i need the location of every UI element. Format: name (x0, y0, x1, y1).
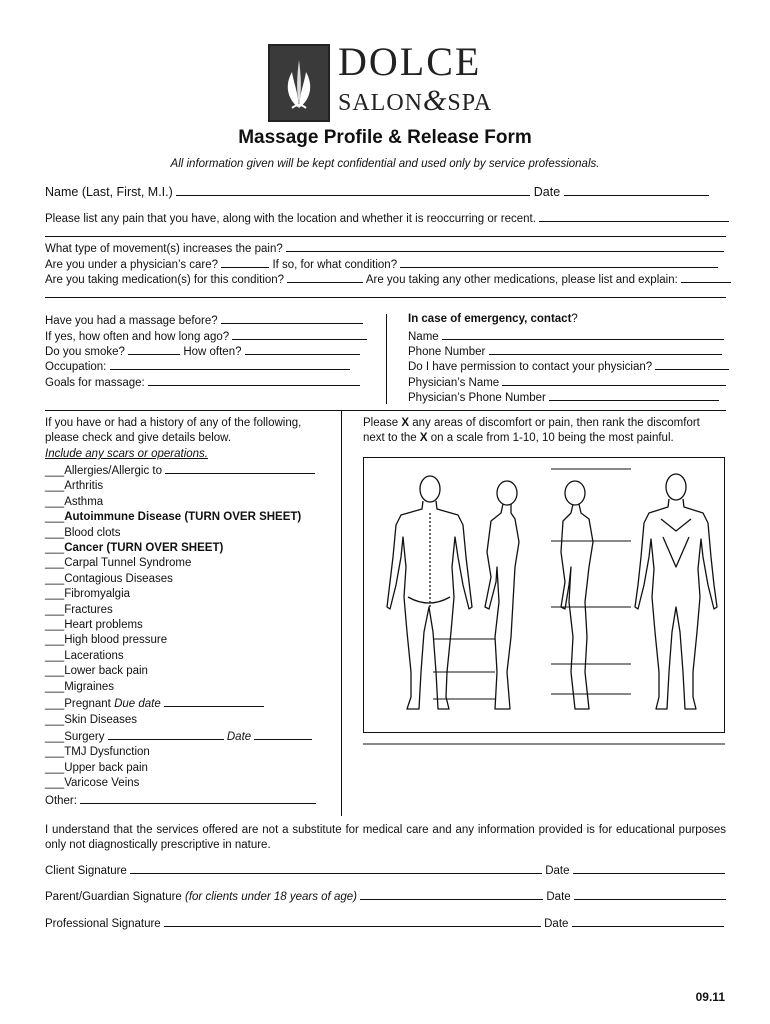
page-subtitle: All information given will be kept confidential and used only by service professionals. (170, 158, 600, 170)
disclaimer-line-1: I understand that the services offered are not a substitute for medical care and any information provided is for educational purposes (45, 824, 726, 836)
figure-side-left (485, 481, 519, 709)
body-diagram[interactable] (363, 457, 725, 745)
occupation-row (45, 358, 350, 374)
physician-question: Are you under a physician’s care? (45, 259, 219, 271)
other-row: Other: (45, 792, 316, 809)
condition-item[interactable]: ___High blood pressure (45, 634, 168, 647)
physician-field[interactable] (221, 256, 269, 268)
physician-name-row: Physician’s Name (408, 374, 726, 390)
condition-item[interactable]: ___Surgery Date (45, 728, 316, 745)
occupation-field[interactable] (110, 358, 350, 370)
history-intro-2: please check and give details below. (45, 432, 232, 444)
figure-back (387, 476, 472, 709)
section-separator (45, 410, 726, 411)
emergency-name-field[interactable] (442, 328, 724, 340)
medication-row (45, 271, 731, 287)
goals-label: Goals for massage: (45, 377, 145, 389)
pain-question: Please list any pain that you have, along with the location and whether it is reoccurring or recent. (45, 213, 536, 225)
figure-front (635, 474, 717, 709)
name-field[interactable] (176, 184, 530, 196)
condition-item[interactable]: ___Carpal Tunnel Syndrome (45, 557, 192, 570)
figure-side-right (561, 481, 593, 709)
massage-before-field[interactable] (221, 312, 363, 324)
surgery-field[interactable] (108, 728, 224, 740)
logo-salon-spa: SALON&SPA (338, 84, 493, 117)
smoke-often-label: How often? (183, 346, 242, 358)
logo-mark (268, 44, 330, 122)
condition-item[interactable]: ___Fractures (45, 603, 113, 616)
date-field[interactable] (564, 184, 709, 196)
conditions-list (45, 462, 316, 809)
physician-phone-field[interactable] (549, 389, 719, 401)
physician-name-field[interactable] (502, 374, 726, 386)
emergency-heading: In case of emergency, contact? (408, 313, 578, 325)
movement-field[interactable] (286, 240, 724, 252)
condition-item[interactable]: ___Allergies/Allergic to (45, 462, 316, 479)
professional-signature-field[interactable] (164, 915, 541, 927)
emergency-phone-field[interactable] (489, 343, 722, 355)
parent-signature-row: Parent/Guardian Signature (for clients under 18 years of age) Date (45, 888, 726, 904)
goals-field[interactable] (148, 374, 360, 386)
date-label: Date (533, 185, 561, 199)
physician-phone-row: Physician’s Phone Number (408, 389, 719, 405)
form-version-code: 09.11 (695, 990, 725, 1004)
smoke-row (45, 343, 360, 359)
condition-field[interactable] (400, 256, 718, 268)
name-label: Name (Last, First, M.I.) (45, 185, 173, 199)
condition-item[interactable]: ___Heart problems (45, 619, 143, 632)
emergency-name-row: Name (408, 328, 724, 344)
parent-date-field[interactable] (574, 888, 726, 900)
pain-field-line-2[interactable] (45, 236, 726, 237)
client-date-field[interactable] (573, 862, 725, 874)
logo-brand: DOLCE (338, 39, 482, 84)
section-divider-lower (341, 410, 342, 816)
physician-row (45, 256, 718, 272)
condition-item[interactable]: ___Cancer (TURN OVER SHEET) (45, 542, 224, 555)
professional-date-field[interactable] (572, 915, 724, 927)
occupation-label: Occupation: (45, 361, 107, 373)
pain-instructions: Please X any areas of discomfort or pain, then rank the discomfort next to the X on a scale from 1-10, 10 being the most painful. (363, 417, 700, 444)
section-divider-upper (386, 314, 387, 404)
condition-item[interactable]: ___Migraines (45, 680, 115, 693)
parent-signature-field[interactable] (360, 888, 543, 900)
professional-signature-row: Professional Signature Date (45, 915, 724, 931)
massage-before-label: Have you had a massage before? (45, 315, 218, 327)
disclaimer-line-2: only not diagnostically prescriptive in nature. (45, 839, 271, 851)
condition-item[interactable]: ___Contagious Diseases (45, 572, 173, 585)
condition-item[interactable]: ___Varicose Veins (45, 777, 140, 790)
due-date-field[interactable] (164, 695, 264, 707)
emergency-phone-row: Phone Number (408, 343, 722, 359)
condition-item[interactable]: ___Blood clots (45, 526, 121, 539)
goals-row (45, 374, 360, 390)
condition-item[interactable]: ___Upper back pain (45, 761, 148, 774)
pain-row (45, 210, 729, 226)
smoke-field[interactable] (128, 343, 180, 355)
condition-question: If so, for what condition? (272, 259, 398, 271)
history-intro-1: If you have or had a history of any of the following, (45, 417, 302, 429)
smoke-label: Do you smoke? (45, 346, 125, 358)
condition-item[interactable]: ___Skin Diseases (45, 713, 138, 726)
condition-item[interactable]: ___Pregnant Due date (45, 695, 316, 712)
how-often-row (45, 328, 367, 344)
permission-field[interactable] (655, 358, 729, 370)
pain-field[interactable] (539, 210, 729, 222)
smoke-often-field[interactable] (245, 343, 360, 355)
allergies-field[interactable] (165, 462, 315, 474)
condition-item[interactable]: ___Lower back pain (45, 665, 148, 678)
condition-item[interactable]: ___Asthma (45, 495, 104, 508)
condition-item[interactable]: ___Arthritis (45, 480, 104, 493)
how-often-label: If yes, how often and how long ago? (45, 331, 230, 343)
medication-question: Are you taking medication(s) for this condition? (45, 274, 285, 286)
name-row (45, 184, 709, 199)
other-meds-field[interactable] (681, 271, 731, 283)
surgery-date-field[interactable] (254, 728, 312, 740)
condition-item[interactable]: ___Fibromyalgia (45, 588, 131, 601)
how-often-field[interactable] (232, 328, 367, 340)
other-meds-field-line-2[interactable] (45, 297, 726, 298)
movement-row (45, 240, 724, 256)
condition-item[interactable]: ___Autoimmune Disease (TURN OVER SHEET) (45, 511, 302, 524)
page-title: Massage Profile & Release Form (238, 127, 532, 148)
other-meds-question: Are you taking any other medications, please list and explain: (365, 274, 678, 286)
client-signature-field[interactable] (130, 862, 542, 874)
movement-question: What type of movement(s) increases the pain? (45, 243, 283, 255)
medication-field[interactable] (287, 271, 363, 283)
other-field[interactable] (80, 792, 316, 804)
massage-before-row (45, 312, 363, 328)
condition-item[interactable]: ___TMJ Dysfunction (45, 746, 150, 759)
permission-row: Do I have permission to contact your physician? (408, 358, 729, 374)
condition-item[interactable]: ___Lacerations (45, 649, 124, 662)
history-note: Include any scars or operations. (45, 448, 209, 460)
client-signature-row: Client Signature Date (45, 862, 725, 878)
